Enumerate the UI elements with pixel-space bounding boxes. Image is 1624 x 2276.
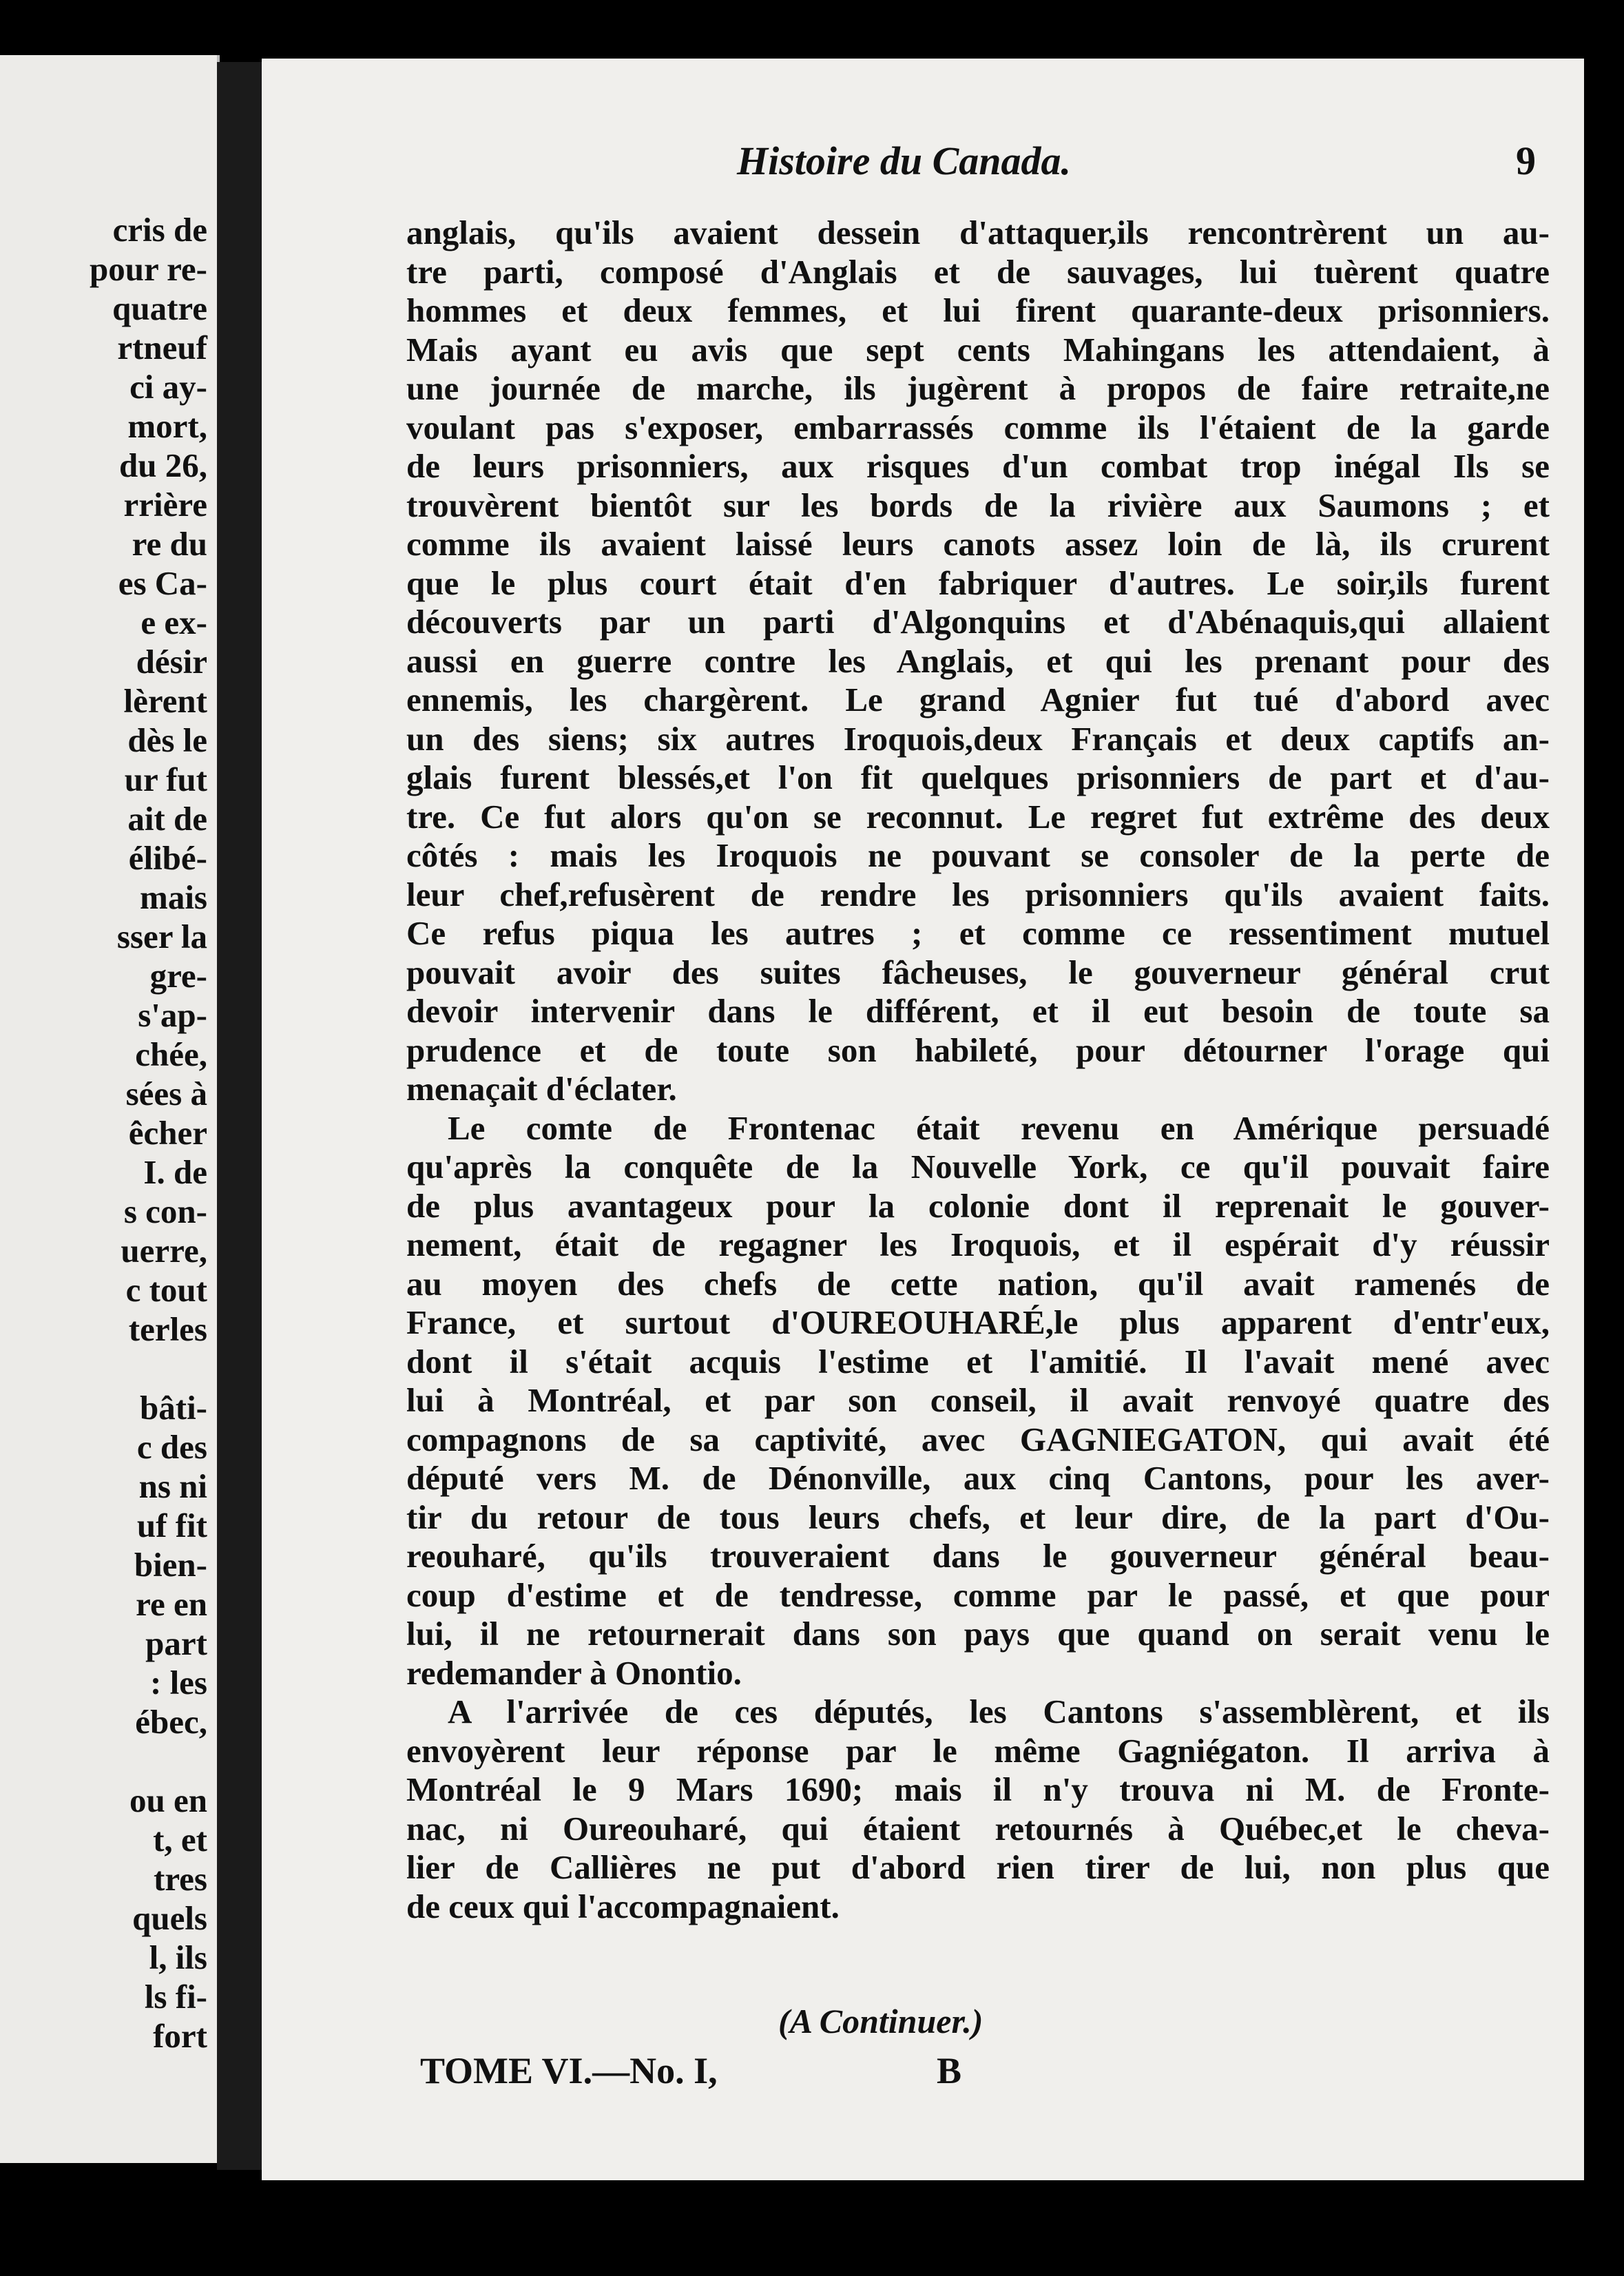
running-title: Histoire du Canada. <box>737 138 1072 183</box>
facing-page-line: rrière <box>123 486 207 524</box>
text-line: lui, il ne retournerait dans son pays que quand on serait venu le <box>406 1615 1550 1653</box>
facing-page-line: mais <box>140 878 207 916</box>
facing-page-line: s con- <box>123 1192 207 1230</box>
text-line: tre. Ce fut alors qu'on se reconnut. Le regret fut extrême des deux <box>406 797 1550 836</box>
facing-page-line: fort <box>153 2017 207 2055</box>
facing-page-line <box>1 1349 207 1388</box>
facing-page-line: êcher <box>128 1114 207 1152</box>
text-line: tir du retour de tous leurs chefs, et leur dire, de la part d'Ou- <box>406 1498 1550 1536</box>
facing-page-line: ur fut <box>124 761 207 798</box>
facing-page-line: du 26, <box>118 446 207 484</box>
facing-page-line: part <box>145 1624 207 1662</box>
facing-page-line: bâti- <box>140 1389 207 1427</box>
facing-page-line: c des <box>136 1428 207 1466</box>
facing-page-line: l, ils <box>149 1938 207 1976</box>
text-line: A l'arrivée de ces députés, les Cantons s'assemblèrent, et ils <box>448 1693 1550 1730</box>
text-line: trouvèrent bientôt sur les bords de la rivière aux Saumons ; et <box>406 486 1550 524</box>
text-line: Montréal le 9 Mars 1690; mais il n'y trouva ni M. de Fronte- <box>406 1770 1550 1808</box>
text-line: glais furent blessés,et l'on fit quelques prisonniers de part et d'au- <box>406 758 1550 796</box>
facing-page-line: uerre, <box>121 1232 207 1270</box>
facing-page-line: terles <box>128 1310 207 1348</box>
text-line: dont il s'était acquis l'estime et l'amitié. Il l'avait mené avec <box>406 1342 1550 1380</box>
body-text <box>406 214 1550 1926</box>
facing-page-line: tres <box>154 1860 207 1898</box>
facing-page-line: bien- <box>134 1546 207 1584</box>
continue-note: (A Continuer.) <box>778 2002 983 2040</box>
text-line: côtés : mais les Iroquois ne pouvant se consoler de la perte de <box>406 836 1550 874</box>
facing-page-line: ci ay- <box>129 368 207 406</box>
facing-page-line: rtneuf <box>117 329 207 366</box>
text-line: député vers M. de Dénonville, aux cinq Cantons, pour les aver- <box>406 1459 1550 1497</box>
signature-line: TOME VI.—No. I, <box>420 2050 718 2091</box>
facing-page-left <box>0 55 220 2163</box>
text-line: comme ils avaient laissé leurs canots assez loin de là, ils crurent <box>406 525 1550 563</box>
facing-page-text-fragments <box>1 210 207 2056</box>
facing-page-line: élibé- <box>128 839 207 877</box>
facing-page-line: ait de <box>127 800 207 838</box>
text-line: qu'après la conquête de la Nouvelle York, ce qu'il pouvait faire <box>406 1148 1550 1186</box>
text-line: reouharé, qu'ils trouveraient dans le gouverneur général beau- <box>406 1537 1550 1575</box>
facing-page-line: chée, <box>135 1035 207 1073</box>
text-line: de plus avantageux pour la colonie dont il reprenait le gouver- <box>406 1186 1550 1225</box>
book-gutter <box>217 62 265 2170</box>
text-line: voulant pas s'exposer, embarrassés comme ils l'étaient de la garde <box>406 408 1550 446</box>
text-line: menaçait d'éclater. <box>406 1070 677 1108</box>
text-line: envoyèrent leur réponse par le même Gagniégaton. Il arriva à <box>406 1731 1550 1770</box>
facing-page-line: re en <box>136 1585 207 1623</box>
text-line: leur chef,refusèrent de rendre les prisonniers qu'ils avaient faits. <box>406 875 1550 913</box>
text-line: tre parti, composé d'Anglais et de sauvages, lui tuèrent quatre <box>406 252 1550 291</box>
facing-page-line: : les <box>150 1664 207 1701</box>
text-line: hommes et deux femmes, et lui firent quarante-deux prisonniers. <box>406 291 1550 329</box>
facing-page-line: gre- <box>149 957 207 995</box>
facing-page-line: ns ni <box>138 1467 207 1505</box>
facing-page-line: c tout <box>125 1271 207 1309</box>
facing-page-line: lèrent <box>123 682 207 720</box>
text-line: Ce refus piqua les autres ; et comme ce ressentiment mutuel <box>406 914 1550 952</box>
facing-page-line: es Ca- <box>118 564 207 602</box>
text-line: lui à Montréal, et par son conseil, il avait renvoyé quatre des <box>406 1381 1550 1419</box>
facing-page-line: dès le <box>127 721 207 759</box>
text-line: prudence et de toute son habileté, pour détourner l'orage qui <box>406 1031 1550 1069</box>
text-line: nac, ni Oureouharé, qui étaient retournés à Québec,et le cheva- <box>406 1809 1550 1848</box>
text-line: pouvait avoir des suites fâcheuses, le gouverneur général crut <box>406 953 1550 991</box>
text-line: anglais, qu'ils avaient dessein d'attaquer,ils rencontrèrent un au- <box>406 214 1550 251</box>
text-line: Le comte de Frontenac était revenu en Amérique persuadé <box>448 1108 1550 1147</box>
facing-page-line: désir <box>136 643 207 681</box>
text-line: lier de Callières ne put d'abord rien tirer de lui, non plus que <box>406 1848 1550 1886</box>
text-line: un des siens; six autres Iroquois,deux Français et deux captifs an- <box>406 719 1550 758</box>
page <box>262 59 1584 2180</box>
page-number: 9 <box>1516 138 1536 183</box>
text-line: de leurs prisonniers, aux risques d'un combat trop inégal Ils se <box>406 447 1550 485</box>
facing-page-line: quatre <box>112 289 207 327</box>
facing-page-line: s'ap- <box>138 996 207 1034</box>
facing-page-line: sées à <box>125 1075 207 1113</box>
text-line: une journée de marche, ils jugèrent à propos de faire retraite,ne <box>406 369 1550 407</box>
facing-page-line: ou en <box>129 1781 207 1819</box>
text-line: redemander à Onontio. <box>406 1653 742 1692</box>
facing-page-line: I. de <box>143 1153 207 1191</box>
text-line: coup d'estime et de tendresse, comme par le passé, et que pour <box>406 1575 1550 1614</box>
facing-page-line: re du <box>132 525 207 563</box>
facing-page-line <box>1 1741 207 1781</box>
text-line: au moyen des chefs de cette nation, qu'il avait ramenés de <box>406 1264 1550 1303</box>
facing-page-line: sser la <box>116 918 207 955</box>
facing-page-line: cris de <box>112 211 207 249</box>
facing-page-line: pour re- <box>89 250 207 288</box>
text-line: de ceux qui l'accompagnaient. <box>406 1887 840 1925</box>
facing-page-line: t, et <box>153 1821 207 1859</box>
sheet-mark: B <box>937 2050 962 2091</box>
text-line: que le plus court était d'en fabriquer d'autres. Le soir,ils furent <box>406 563 1550 602</box>
facing-page-line: ébec, <box>135 1703 207 1741</box>
facing-page-line: uf fit <box>136 1507 207 1544</box>
facing-page-line: ls fi- <box>144 1978 207 2016</box>
text-line: France, et surtout d'OUREOUHARÉ,le plus apparent d'entr'eux, <box>406 1303 1550 1341</box>
text-line: nement, était de regagner les Iroquois, et il espérait d'y réussir <box>406 1225 1550 1263</box>
text-line: compagnons de sa captivité, avec GAGNIEGATON, qui avait été <box>406 1420 1550 1458</box>
text-line: aussi en guerre contre les Anglais, et qui les prenant pour des <box>406 641 1550 680</box>
text-line: ennemis, les chargèrent. Le grand Agnier fut tué d'abord avec <box>406 681 1550 718</box>
facing-page-line: mort, <box>127 407 207 445</box>
text-line: Mais ayant eu avis que sept cents Mahingans les attendaient, à <box>406 330 1550 369</box>
text-line: devoir intervenir dans le différent, et il eut besoin de toute sa <box>406 992 1550 1030</box>
text-line: découverts par un parti d'Algonquins et d'Abénaquis,qui allaient <box>406 603 1550 641</box>
facing-page-line: quels <box>132 1899 207 1937</box>
facing-page-line: e ex- <box>140 603 207 641</box>
